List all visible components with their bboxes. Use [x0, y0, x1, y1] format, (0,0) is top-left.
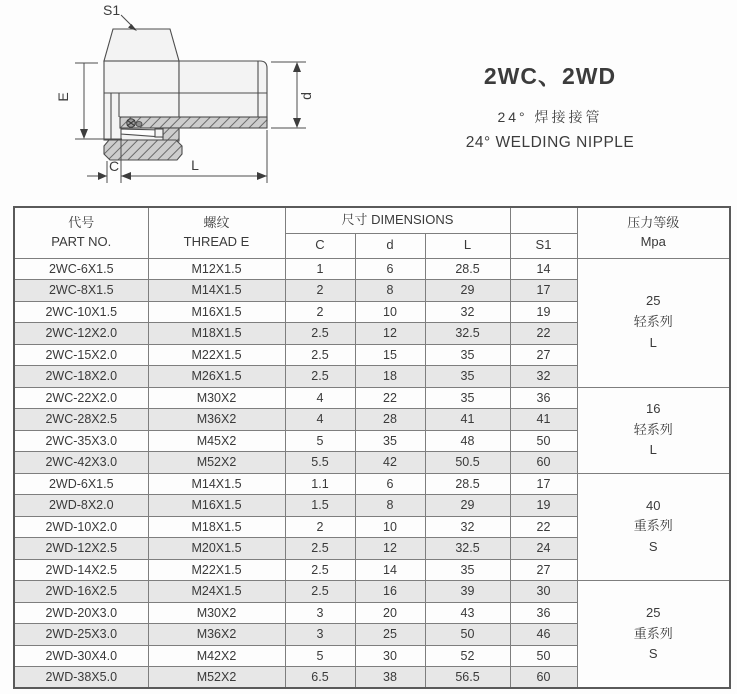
- cell-l: 50.5: [425, 452, 510, 474]
- dim-label-c: C: [108, 158, 120, 174]
- series-name: 轻系列: [633, 314, 673, 330]
- cell-thread: M30X2: [148, 602, 285, 624]
- cell-c: 5.5: [285, 452, 355, 474]
- col-header-s1: S1: [510, 233, 577, 258]
- cell-d: 6: [355, 258, 425, 280]
- c-arrow-icon: [98, 172, 107, 180]
- series-name: 轻系列: [633, 421, 673, 437]
- pressure-group-cell: [577, 258, 730, 387]
- cell-thread: M22X1.5: [148, 344, 285, 366]
- cell-thread: M24X1.5: [148, 581, 285, 603]
- dim-label-l: L: [191, 157, 199, 173]
- cell-d: 25: [355, 624, 425, 646]
- cell-s1: 32: [510, 366, 577, 388]
- cell-l: 56.5: [425, 667, 510, 689]
- table-row: [14, 387, 730, 409]
- cell-l: 52: [425, 645, 510, 667]
- col-header-l: L: [425, 233, 510, 258]
- series-code: L: [649, 334, 657, 350]
- pressure-group-cell: [577, 387, 730, 473]
- cell-d: 38: [355, 667, 425, 689]
- col-header-part-no-cn: 代号: [68, 214, 95, 230]
- cell-l: 35: [425, 366, 510, 388]
- cell-c: 5: [285, 430, 355, 452]
- cell-l: 32.5: [425, 323, 510, 345]
- cell-l: 39: [425, 581, 510, 603]
- dim-label-s1: S1: [103, 2, 121, 18]
- cell-l: 28.5: [425, 473, 510, 495]
- cell-l: 32: [425, 301, 510, 323]
- pressure-group-cell: [577, 473, 730, 581]
- series-name: 重系列: [633, 518, 673, 534]
- cell-d: 6: [355, 473, 425, 495]
- cell-d: 10: [355, 301, 425, 323]
- cell-l: 29: [425, 495, 510, 517]
- cell-l: 43: [425, 602, 510, 624]
- cell-c: 4: [285, 409, 355, 431]
- pressure-value: 40: [646, 497, 661, 513]
- cell-thread: M36X2: [148, 624, 285, 646]
- nipple-cross-section-figure: [0, 0, 330, 202]
- cell-c: 2.5: [285, 344, 355, 366]
- cell-part-no: 2WC-42X3.0: [14, 452, 148, 474]
- cell-s1: 41: [510, 409, 577, 431]
- cell-c: 4: [285, 387, 355, 409]
- cell-d: 12: [355, 538, 425, 560]
- col-header-c: C: [285, 233, 355, 258]
- col-header-s1-spacer: [510, 207, 577, 233]
- e-arrow-down-icon: [80, 129, 88, 139]
- cell-d: 12: [355, 323, 425, 345]
- nut-top-face: [104, 29, 179, 61]
- cell-c: 1.5: [285, 495, 355, 517]
- cell-part-no: 2WD-8X2.0: [14, 495, 148, 517]
- title-block: [415, 58, 685, 152]
- cell-l: 28.5: [425, 258, 510, 280]
- col-header-pressure: [577, 207, 730, 258]
- l-arrow-right-icon: [257, 172, 267, 180]
- cell-c: 2.5: [285, 366, 355, 388]
- cell-part-no: 2WC-10X1.5: [14, 301, 148, 323]
- cell-thread: M52X2: [148, 667, 285, 689]
- cell-thread: M16X1.5: [148, 495, 285, 517]
- cell-s1: 50: [510, 645, 577, 667]
- cell-c: 3: [285, 602, 355, 624]
- subtitle-english: 24° WELDING NIPPLE: [465, 134, 635, 151]
- cell-s1: 36: [510, 387, 577, 409]
- cell-thread: M52X2: [148, 452, 285, 474]
- cell-l: 35: [425, 559, 510, 581]
- cell-part-no: 2WD-20X3.0: [14, 602, 148, 624]
- col-header-part-no: [14, 207, 148, 258]
- cell-thread: M16X1.5: [148, 301, 285, 323]
- cell-d: 8: [355, 280, 425, 302]
- cell-c: 2.5: [285, 538, 355, 560]
- cell-c: 2.5: [285, 581, 355, 603]
- cell-c: 1: [285, 258, 355, 280]
- series-code: S: [648, 646, 658, 662]
- cell-s1: 24: [510, 538, 577, 560]
- cell-l: 32: [425, 516, 510, 538]
- cell-d: 15: [355, 344, 425, 366]
- cell-part-no: 2WD-10X2.0: [14, 516, 148, 538]
- dim-label-e: E: [55, 92, 71, 102]
- cell-thread: M14X1.5: [148, 473, 285, 495]
- cell-thread: M42X2: [148, 645, 285, 667]
- cell-part-no: 2WC-12X2.0: [14, 323, 148, 345]
- cell-s1: 27: [510, 344, 577, 366]
- table-row: [14, 473, 730, 495]
- cell-d: 14: [355, 559, 425, 581]
- cell-d: 22: [355, 387, 425, 409]
- table-header: [14, 207, 730, 258]
- cell-l: 32.5: [425, 538, 510, 560]
- cell-part-no: 2WC-6X1.5: [14, 258, 148, 280]
- cell-c: 3: [285, 624, 355, 646]
- cell-l: 41: [425, 409, 510, 431]
- cell-part-no: 2WC-18X2.0: [14, 366, 148, 388]
- cell-part-no: 2WD-12X2.5: [14, 538, 148, 560]
- cell-part-no: 2WD-6X1.5: [14, 473, 148, 495]
- cell-c: 2.5: [285, 559, 355, 581]
- cell-l: 35: [425, 387, 510, 409]
- cell-thread: M30X2: [148, 387, 285, 409]
- dim-label-d: d: [298, 92, 314, 100]
- col-header-part-no-en: PART NO.: [51, 233, 112, 249]
- cell-c: 2: [285, 516, 355, 538]
- d-arrow-down-icon: [293, 118, 301, 128]
- cell-c: 1.1: [285, 473, 355, 495]
- cell-d: 35: [355, 430, 425, 452]
- cell-s1: 36: [510, 602, 577, 624]
- cell-l: 35: [425, 344, 510, 366]
- page-title: 2WC、2WD: [483, 63, 617, 89]
- d-arrow-up-icon: [293, 62, 301, 72]
- cell-c: 2: [285, 301, 355, 323]
- col-header-pressure-cn: 压力等级: [627, 214, 680, 230]
- cell-part-no: 2WD-14X2.5: [14, 559, 148, 581]
- pressure-value: 25: [646, 604, 661, 620]
- col-header-thread: [148, 207, 285, 258]
- series-code: L: [649, 442, 657, 458]
- col-header-thread-en: THREAD E: [183, 233, 250, 249]
- cell-thread: M18X1.5: [148, 323, 285, 345]
- series-code: S: [648, 539, 658, 555]
- cell-part-no: 2WC-15X2.0: [14, 344, 148, 366]
- cell-l: 50: [425, 624, 510, 646]
- cell-thread: M36X2: [148, 409, 285, 431]
- technical-drawing: [0, 0, 330, 202]
- parts-table-body: [14, 258, 730, 688]
- cell-s1: 19: [510, 495, 577, 517]
- cell-d: 42: [355, 452, 425, 474]
- cell-s1: 27: [510, 559, 577, 581]
- cell-s1: 17: [510, 473, 577, 495]
- parts-dimension-table: [13, 206, 731, 689]
- cell-thread: M14X1.5: [148, 280, 285, 302]
- pressure-group-cell: [577, 581, 730, 689]
- cell-c: 2.5: [285, 323, 355, 345]
- cell-d: 10: [355, 516, 425, 538]
- col-header-pressure-unit: Mpa: [640, 233, 666, 249]
- cell-s1: 60: [510, 667, 577, 689]
- cell-part-no: 2WD-25X3.0: [14, 624, 148, 646]
- col-header-thread-cn: 螺纹: [203, 214, 230, 230]
- cell-d: 20: [355, 602, 425, 624]
- cell-part-no: 2WD-16X2.5: [14, 581, 148, 603]
- cell-d: 8: [355, 495, 425, 517]
- cell-l: 48: [425, 430, 510, 452]
- cell-d: 30: [355, 645, 425, 667]
- cell-part-no: 2WC-35X3.0: [14, 430, 148, 452]
- cell-s1: 46: [510, 624, 577, 646]
- cell-thread: M22X1.5: [148, 559, 285, 581]
- table-row: [14, 581, 730, 603]
- series-name: 重系列: [633, 625, 673, 641]
- cone-end: [155, 129, 163, 137]
- cell-part-no: 2WC-8X1.5: [14, 280, 148, 302]
- col-header-dimensions: 尺寸 DIMENSIONS: [285, 207, 510, 233]
- table-row: [14, 258, 730, 280]
- cell-s1: 30: [510, 581, 577, 603]
- step-hatch: [163, 128, 179, 141]
- cell-part-no: 2WD-38X5.0: [14, 667, 148, 689]
- cell-thread: M45X2: [148, 430, 285, 452]
- cell-s1: 14: [510, 258, 577, 280]
- cell-part-no: 2WC-28X2.5: [14, 409, 148, 431]
- l-arrow-left-icon: [121, 172, 131, 180]
- subtitle-chinese: 24° 焊接接管: [497, 109, 603, 125]
- cell-part-no: 2WD-30X4.0: [14, 645, 148, 667]
- cell-thread: M18X1.5: [148, 516, 285, 538]
- cell-d: 16: [355, 581, 425, 603]
- cell-thread: M20X1.5: [148, 538, 285, 560]
- cell-s1: 19: [510, 301, 577, 323]
- pressure-value: 16: [646, 400, 661, 416]
- cell-s1: 60: [510, 452, 577, 474]
- cell-thread: M12X1.5: [148, 258, 285, 280]
- cell-d: 18: [355, 366, 425, 388]
- cell-s1: 22: [510, 323, 577, 345]
- cell-d: 28: [355, 409, 425, 431]
- cell-c: 5: [285, 645, 355, 667]
- pressure-value: 25: [646, 293, 661, 309]
- cell-s1: 22: [510, 516, 577, 538]
- nut-section-hatch: [104, 140, 182, 160]
- cell-s1: 50: [510, 430, 577, 452]
- col-header-d: d: [355, 233, 425, 258]
- cell-part-no: 2WC-22X2.0: [14, 387, 148, 409]
- cell-thread: M26X1.5: [148, 366, 285, 388]
- cell-s1: 17: [510, 280, 577, 302]
- cell-c: 6.5: [285, 667, 355, 689]
- cell-l: 29: [425, 280, 510, 302]
- cell-c: 2: [285, 280, 355, 302]
